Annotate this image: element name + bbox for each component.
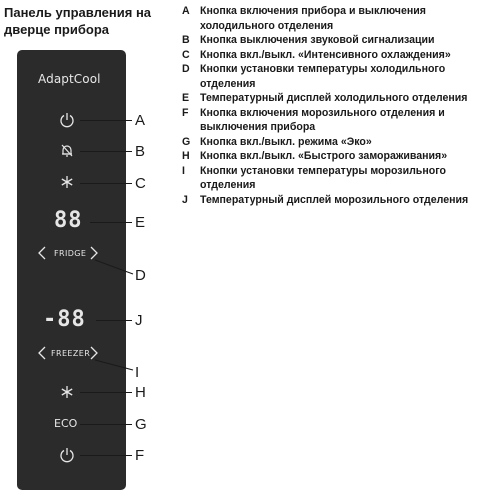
legend-text: Температурный дисплей холодильного отделения [200,92,468,104]
legend-item [182,4,492,33]
legend-key: G [182,135,191,148]
legend-item [182,106,492,135]
legend-text: Кнопка вкл./выкл. режима «Эко» [200,135,372,148]
leader-line [80,120,132,121]
legend-key: C [182,48,190,61]
legend-text: Кнопка включения морозильного отделения и выключения прибора [200,106,445,133]
legend-item [182,62,492,91]
callout-letter: F [135,447,145,464]
intensive-cooling-button[interactable] [59,174,75,190]
eco-button[interactable]: ECO [54,417,78,430]
leader-line [95,258,135,278]
legend-item [182,33,492,48]
fridge-temperature-display: 88 [54,208,83,233]
legend-text: Температурный дисплей морозильного отделения [200,193,469,206]
leader-line [80,455,132,456]
leader-line [80,424,132,425]
callout-letter: I [135,364,140,381]
legend-text: Кнопки установки температуры морозильного отделения [200,164,446,191]
chevron-left-icon [37,246,47,260]
callout-letter: C [135,175,146,192]
quick-freeze-button[interactable] [59,384,75,400]
legend-key: J [182,193,188,206]
page-title: Панель управления на дверце прибора [4,5,152,37]
freezer-label: FREEZER [51,349,91,358]
freezer-temperature-display: -88 [43,307,86,332]
legend-key: A [182,5,190,17]
callout-letter: J [135,312,143,329]
callout-letter: A [135,112,146,129]
legend-key: B [182,34,190,46]
legend-key: I [182,164,185,177]
power-button-a[interactable] [59,112,75,128]
legend-item [182,164,492,193]
leader-line [80,183,132,184]
legend-item [182,135,492,150]
legend-text: Кнопки установки температуры холодильного отделения [200,63,446,90]
callout-letter: H [135,384,146,401]
power-icon [59,112,75,128]
bell-off-icon [59,142,75,158]
callout-letter: E [135,214,146,231]
snowflake-icon [59,174,75,190]
chevron-left-icon [37,346,47,360]
leader-line [80,151,132,152]
leader-line [95,358,135,374]
power-button-f[interactable] [59,447,75,463]
callout-letter: G [135,416,147,433]
legend-text: Кнопка включения прибора и выключения холодильного отделения [200,5,426,32]
power-icon [59,447,75,463]
callout-letter: B [135,143,146,160]
legend-text: Кнопка вкл./выкл. «Интенсивного охлаждения» [200,48,451,61]
alarm-off-button[interactable] [59,142,75,158]
fridge-temp-down-button[interactable] [37,246,47,260]
legend-text: Кнопка выключения звуковой сигнализации [200,34,435,46]
legend-item [182,91,492,106]
fridge-label: FRIDGE [54,249,87,258]
legend-key: D [182,63,190,75]
legend-text: Кнопка вкл./выкл. «Быстрого замораживания» [200,150,448,162]
legend-key: H [182,150,190,162]
brand-logo: AdaptCool [38,72,101,86]
legend-item [182,48,492,63]
legend-key: F [182,106,189,119]
snowflake-icon [59,384,75,400]
freezer-temp-down-button[interactable] [37,346,47,360]
leader-line [90,222,132,223]
leader-line [80,392,132,393]
legend-item [182,149,492,164]
callout-letter: D [135,267,146,284]
legend-key: E [182,92,190,104]
legend-item [182,193,492,208]
legend-list [182,4,492,207]
leader-line [96,320,132,321]
